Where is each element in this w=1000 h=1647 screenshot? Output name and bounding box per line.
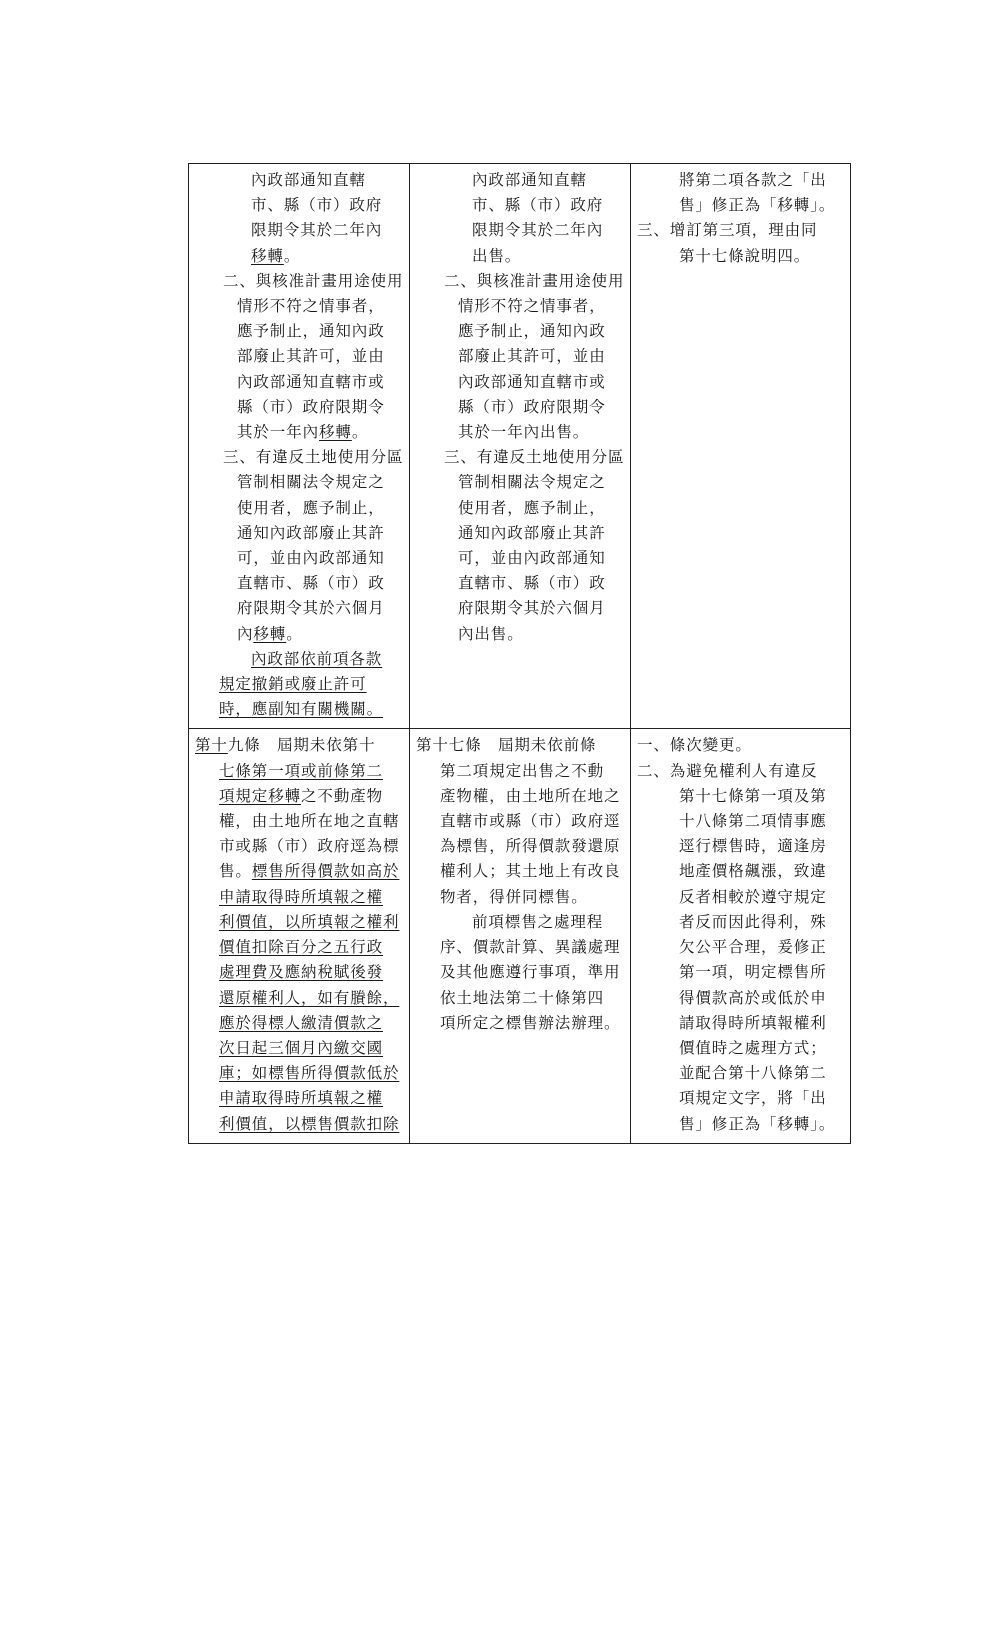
text-line: 管制相關法令規定之 [237,473,385,492]
text-line: 庫；如標售所得價款低於 [219,1064,400,1083]
text-line: 得價款高於或低於申 [679,988,827,1007]
text-line: 地產價格飆漲，致違 [679,862,827,881]
text-line: 府限期令其於六個月 [458,599,606,618]
amended-text-cell [189,729,410,1143]
text-line: 欠公平合理，爰修正 [679,938,827,957]
text-line: 還原權利人，如有賸餘， [219,988,400,1007]
explanation-cell [631,164,851,729]
text-line: 為標售，所得價款發還原 [440,837,621,856]
text-line: 第十七條說明四。 [679,246,811,265]
text-line: 時，應副知有關機關。 [219,700,384,719]
text-line: 管制相關法令規定之 [458,473,606,492]
text-line: 項規定文字，將「出 [679,1089,827,1108]
text-line: 限期令其於二年內 [251,221,383,240]
text-line: 三、增訂第三項，理由同 [637,221,818,240]
table-row [189,164,851,729]
text-line: 七條第一項或前條第二 [219,761,384,780]
text-line: 二、與核准計畫用途使用 [223,271,403,290]
text-line: 限期令其於二年內 [472,221,604,240]
table-row [189,729,851,1143]
text-line: 可，並由內政部通知 [237,549,385,568]
text-line: 者反而因此得利，殊 [679,912,827,931]
text-line: 直轄市、縣（市）政 [458,574,606,593]
text-line: 售」修正為「移轉」。 [679,1114,836,1133]
text-line: 產物權，由土地所在地之 [440,786,621,805]
text-line: 三、有違反土地使用分區 [444,448,624,467]
text-line: 價值扣除百分之五行政 [219,938,384,957]
text-line: 可，並由內政部通知 [458,549,606,568]
text-line: 處理費及應納稅賦後發 [219,963,384,982]
text-line: 部廢止其許可，並由 [458,347,606,366]
text-line: 序、價款計算、異議處理 [440,938,621,957]
text-line: 第一項，明定標售所 [679,963,827,982]
text-line: 權利人；其土地上有改良 [440,862,621,881]
text-line: 利價值，以所填報之權利 [219,912,400,931]
text-line: 內政部通知直轄市或 [237,372,385,391]
underlined-amendment: 標售所得價款如高於 [251,862,400,881]
text-line: 二、與核准計畫用途使用 [444,271,624,290]
text-line: 市、縣（市）政府 [472,196,604,215]
text-line: 物者，得併同標售。 [440,887,588,906]
text-line: 三、有違反土地使用分區 [223,448,403,467]
text-line: 權，由土地所在地之直轄 [219,812,400,831]
text-line: 其於一年內出售。 [458,423,590,442]
text-line: 情形不符之情事者， [458,297,606,316]
current-text-cell [410,729,631,1143]
text-line: 通知內政部廢止其許 [458,523,606,542]
text-line: 依土地法第二十條第四 [440,988,605,1007]
underlined-amendment: 移轉 [253,624,287,643]
underlined-amendment: 第十 [195,736,228,755]
text-line: 利價值，以標售價款扣除 [219,1114,400,1133]
text-line: 項規定移轉之不動產物 [219,786,384,805]
text-line: 直轄市、縣（市）政 [237,574,385,593]
text-line: 情形不符之情事者， [237,297,385,316]
text-line: 縣（市）政府限期令 [458,397,606,416]
text-line: 內政部通知直轄 [472,171,587,189]
text-line: 反者相較於遵守規定 [679,887,827,906]
text-line: 售」修正為「移轉」。 [679,196,836,215]
text-line: 使用者，應予制止， [458,498,606,517]
text-line: 直轄市或縣（市）政府逕 [440,812,621,831]
text-line: 第十七條 屆期未依前條 [416,736,597,755]
text-line: 售。標售所得價款如高於 [219,862,400,881]
text-line: 出售。 [472,246,522,265]
text-line: 內移轉。 [237,624,303,643]
text-line: 使用者，應予制止， [237,498,385,517]
text-line: 內政部通知直轄 [251,171,366,189]
text-line: 市或縣（市）政府逕為標 [219,837,400,856]
underlined-amendment: 移轉 [319,423,352,442]
text-line: 其於一年內移轉。 [237,423,369,442]
current-text-cell [410,164,631,729]
text-line: 申請取得時所填報之權 [219,1089,384,1108]
text-line: 府限期令其於六個月 [237,599,385,618]
text-line: 通知內政部廢止其許 [237,523,385,542]
text-line: 項所定之標售辦法辦理。 [440,1013,621,1032]
text-line: 前項標售之處理程 [472,912,604,931]
text-line: 縣（市）政府限期令 [237,397,385,416]
underlined-amendment: 項規定移轉 [219,786,302,805]
text-line: 內出售。 [458,624,524,643]
text-line: 及其他應遵行事項，準用 [440,963,621,982]
text-line: 第二項規定出售之不動 [440,761,605,780]
text-line: 應於得標人繳清價款之 [219,1013,384,1032]
text-line: 規定撤銷或廢止許可 [219,675,367,694]
text-line: 第十七條第一項及第 [679,786,827,805]
underlined-amendment: 移轉 [251,246,284,265]
explanation-cell [631,729,851,1143]
text-line: 移轉。 [251,246,301,265]
text-line: 內政部通知直轄市或 [458,372,606,391]
text-line: 第十九條 屆期未依第十 [195,736,376,755]
text-line: 應予制止，通知內政 [237,322,385,341]
text-line: 並配合第十八條第二 [679,1064,827,1083]
text-line: 市、縣（市）政府 [251,196,383,215]
text-line: 應予制止，通知內政 [458,322,606,341]
text-line: 一、條次變更。 [637,736,752,755]
text-line: 十八條第二項情事應 [679,812,827,831]
text-line: 將第二項各款之「出 [679,171,827,189]
text-line: 申請取得時所填報之權 [219,887,384,906]
text-line: 部廢止其許可，並由 [237,347,385,366]
text-line: 請取得時所填報權利 [679,1013,827,1032]
text-line: 次日起三個月內繳交國 [219,1038,384,1057]
text-line: 逕行標售時，適逢房 [679,837,827,856]
text-line: 價值時之處理方式； [679,1038,827,1057]
text-line: 二、為避免權利人有違反 [637,761,818,780]
comparison-table [188,163,851,1144]
text-line: 內政部依前項各款 [251,649,383,668]
amended-text-cell [189,164,410,729]
